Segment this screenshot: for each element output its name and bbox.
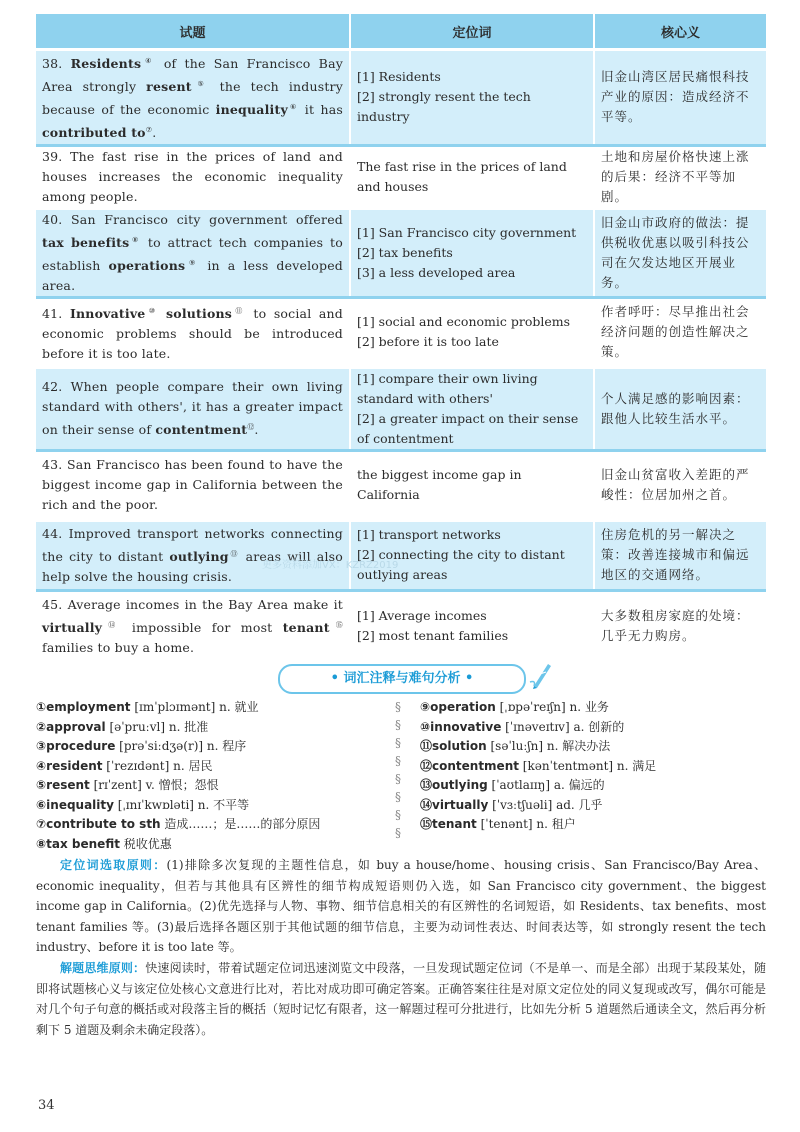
table-header-row <box>36 14 766 50</box>
vocab-definition: [ˌɪnɪˈkwɒləti] n. 不平等 <box>113 797 250 812</box>
core-meaning-cell: 住房危机的另一解决之策：改善连接城市和偏远地区的交通网络。 <box>594 520 766 590</box>
vocab-entry <box>36 835 391 855</box>
core-meaning-cell: 大多数租房家庭的处境：几乎无力购房。 <box>594 590 766 660</box>
vocab-definition: [ˈaʊtlaɪɪŋ] a. 偏远的 <box>487 778 605 792</box>
locator-phrase: [1] compare their own living standard with others' <box>357 370 538 406</box>
vocab-entry <box>36 718 391 738</box>
locator-phrase: [2] tax benefits <box>357 244 453 260</box>
vocab-definition: [rɪˈzent] v. 憎恨；怨恨 <box>89 778 219 792</box>
watermark-text: 更多资料添加VX：KZRZ2019 <box>262 560 399 571</box>
vocab-definition: [kənˈtentmənt] n. 满足 <box>518 758 657 773</box>
question-table <box>36 14 766 660</box>
table-row <box>36 145 766 208</box>
vocab-word: ⑤resent <box>36 778 90 792</box>
locator-cell <box>350 590 594 660</box>
vocab-word: ④resident <box>36 758 103 773</box>
table-row <box>36 590 766 660</box>
vocab-right-column <box>420 698 765 835</box>
locator-cell <box>350 367 594 450</box>
solving-principle-text: 快速阅读时，带着试题定位词迅速浏览文中段落，一旦发现试题定位词（不是单一、而是全部）出现于某段某处，随即将试题核心义与该定位处核心文意进行比对，若比对成功即可确定答案。正确答案往往是对原文定位处的同义复现或改写，偶尔可能是对几个句子句意的概括或对段落主旨的概括（短时记忆有限者，这一解题过程可分批进行，比如先分析 5 道题然后通读全文，然后再分析剩下 5 道题及剩余未确定段落）。 <box>36 961 766 1037</box>
vocab-word: ⑥inequality <box>36 797 114 812</box>
core-meaning-cell: 作者呼吁：尽早推出社会经济问题的创造性解决之策。 <box>594 297 766 367</box>
vocab-definition: 造成……；是……的部分原因 <box>160 817 321 831</box>
locator-phrase: [1] transport networks <box>357 527 501 543</box>
locator-phrase: [2] most tenant families <box>357 628 509 644</box>
vocab-word: ⑬outlying <box>420 778 488 792</box>
locator-phrase: [1] social and economic problems <box>357 314 571 330</box>
core-meaning-cell: 旧金山贫富收入差距的严峻性：位居加州之首。 <box>594 450 766 520</box>
question-cell: 41. Innovative⑩ solutions⑪ to social and economic problems should be introduced before it is too late. <box>36 297 350 367</box>
solving-principle-heading: 解题思维原则： <box>60 961 146 975</box>
vocab-entry <box>36 737 391 757</box>
question-cell: 42. When people compare their own living standard with others', it has a greater impact on their sense of contentment⑫. <box>36 367 350 450</box>
solving-principle-paragraph <box>36 958 766 1040</box>
vocab-word: ⑮tenant <box>420 817 477 831</box>
vocab-entry <box>420 737 765 757</box>
vocab-definition: [ɪmˈplɔɪmənt] n. 就业 <box>130 700 259 714</box>
vocab-entry <box>420 718 765 738</box>
vocab-definition: [prəˈsiːdʒə(r)] n. 程序 <box>115 739 247 753</box>
vocab-entry <box>420 776 765 796</box>
header-core: 核心义 <box>594 14 766 50</box>
vocab-definition: [ˌɒpəˈreɪʃn] n. 业务 <box>495 700 609 714</box>
vocab-divider: § § § § § § § § <box>395 700 401 840</box>
header-locator: 定位词 <box>350 14 594 50</box>
vocab-entry <box>420 698 765 718</box>
vocab-definition: [ˈvɜːtʃuəli] ad. 几乎 <box>488 797 603 812</box>
vocab-word: ⑫contentment <box>420 758 519 773</box>
core-meaning-cell: 旧金山湾区居民痛恨科技产业的原因：造成经济不平等。 <box>594 50 766 146</box>
vocab-entry <box>36 815 391 835</box>
vocab-left-column <box>36 698 391 854</box>
locator-cell <box>350 50 594 146</box>
vocab-definition: [səˈluːʃn] n. 解决办法 <box>486 739 611 753</box>
vocab-section-title: • 词汇注释与难句分析 • <box>278 664 526 694</box>
locator-phrase: [1] San Francisco city government <box>357 224 577 240</box>
vocab-word: ⑪solution <box>420 739 487 753</box>
header-question: 试题 <box>36 14 350 50</box>
vocab-entry <box>36 698 391 718</box>
locator-cell <box>350 145 594 208</box>
core-meaning-cell: 个人满足感的影响因素：跟他人比较生活水平。 <box>594 367 766 450</box>
locator-phrase: [2] strongly resent the tech industry <box>357 89 531 125</box>
vocab-word: ①employment <box>36 700 131 714</box>
vocab-entry <box>36 757 391 777</box>
vocab-word: ③procedure <box>36 739 116 753</box>
locator-phrase: the biggest income gap in California <box>357 467 522 503</box>
question-cell: 39. The fast rise in the prices of land and houses increases the economic inequality among people. <box>36 145 350 208</box>
locator-phrase: [1] Average incomes <box>357 608 487 624</box>
locator-principle-heading: 定位词选取原则： <box>60 858 167 872</box>
locator-cell <box>350 208 594 297</box>
question-cell: 38. Residents④ of the San Francisco Bay Area strongly resent⑤ the tech industry because of the economic inequality⑥ it has contributed to⑦. <box>36 50 350 146</box>
table-row <box>36 208 766 297</box>
vocab-word: ②approval <box>36 719 106 734</box>
locator-principle-text: (1)排除多次复现的主题性信息，如 buy a house/home、housing crisis、San Francisco/Bay Area、economic inequality，但若与其他具有区辨性的细节构成短语则仍入选，如 San Francisco city government、the biggest income gap in California。(2)优先选择与人物、事物、细节信息相关的有区辨性的名词短语，如 Residents、tax benefits、most tenant families 等。(3)最后选择各题区别于其他试题的细节信息，主要为动词性表达、时间表达等，如 strongly resent the tech industry、before it is too late 等。 <box>36 858 766 954</box>
core-meaning-cell: 土地和房屋价格快速上涨的后果：经济不平等加剧。 <box>594 145 766 208</box>
table-row <box>36 450 766 520</box>
table-row <box>36 50 766 146</box>
question-cell: 45. Average incomes in the Bay Area make it virtually⑭ impossible for most tenant⑮ families to buy a home. <box>36 590 350 660</box>
question-cell: 44. Improved transport networks connecting the city to distant outlying⑬ areas will also help solve the housing crisis. <box>36 520 350 590</box>
table-row <box>36 297 766 367</box>
question-cell: 43. San Francisco has been found to have the biggest income gap in California between the rich and the poor. <box>36 450 350 520</box>
vocab-definition: [əˈpruːvl] n. 批准 <box>105 719 209 734</box>
locator-cell <box>350 450 594 520</box>
vocab-entry <box>420 815 765 835</box>
vocab-entry <box>36 776 391 796</box>
locator-phrase: [1] Residents <box>357 69 441 85</box>
vocab-definition: [ˈrezɪdənt] n. 居民 <box>102 758 213 773</box>
core-meaning-cell: 旧金山市政府的做法：提供税收优惠以吸引科技公司在欠发达地区开展业务。 <box>594 208 766 297</box>
vocab-word: ⑨operation <box>420 700 496 714</box>
locator-phrase: [2] connecting the city to distant outlying areas <box>357 547 565 583</box>
locator-cell <box>350 297 594 367</box>
locator-phrase: [3] a less developed area <box>357 264 516 280</box>
vocab-entry <box>36 796 391 816</box>
vocab-word: ⑩innovative <box>420 719 502 734</box>
locator-phrase: [2] a greater impact on their sense of contentment <box>357 410 579 446</box>
locator-principle-paragraph <box>36 855 766 958</box>
locator-phrase: [2] before it is too late <box>357 334 499 350</box>
page-number: 34 <box>38 1098 55 1113</box>
vocab-word: ⑦contribute to sth <box>36 817 161 831</box>
vocab-definition: 税收优惠 <box>119 836 172 851</box>
table-row <box>36 367 766 450</box>
locator-phrase: The fast rise in the prices of land and houses <box>357 158 567 194</box>
vocab-definition: [ˈɪnəveɪtɪv] a. 创新的 <box>501 719 625 734</box>
vocab-word: ⑧tax benefit <box>36 836 120 851</box>
vocab-entry <box>420 796 765 816</box>
question-cell: 40. San Francisco city government offered tax benefits⑧ to attract tech companies to establish operations⑨ in a less developed area. <box>36 208 350 297</box>
vocab-definition: [ˈtenənt] n. 租户 <box>476 817 576 831</box>
table-row <box>36 520 766 590</box>
vocab-word: ⑭virtually <box>420 797 489 812</box>
vocab-entry <box>420 757 765 777</box>
pen-icon <box>528 660 554 690</box>
